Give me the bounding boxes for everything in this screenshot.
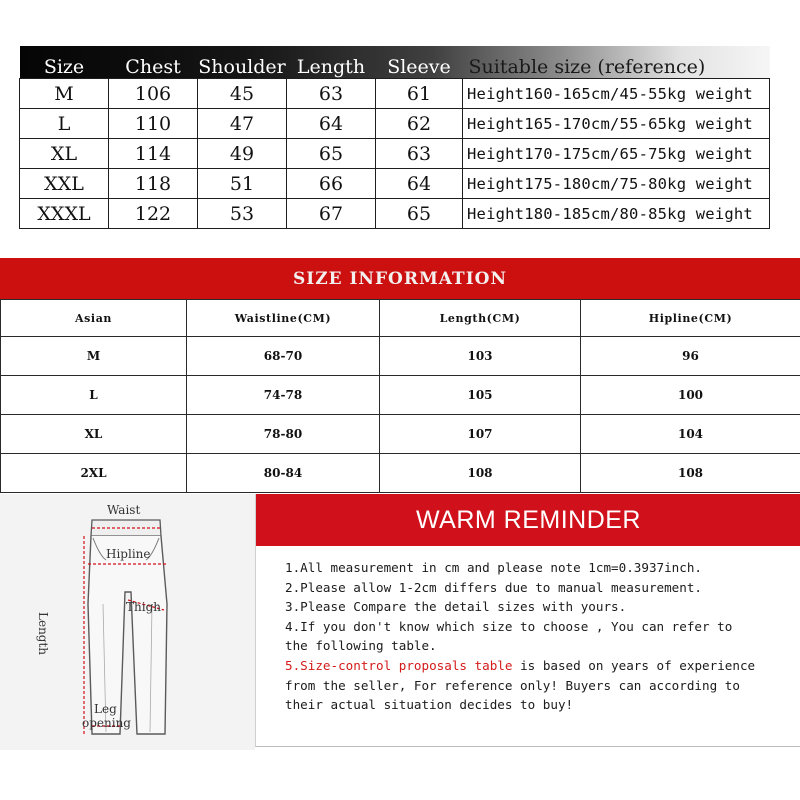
hipline-label: Hipline [106, 547, 151, 561]
thigh-label: Thigh [126, 600, 161, 614]
header-shoulder: Shoulder [198, 56, 286, 78]
hipline-cell: 100 [581, 376, 800, 415]
asian-size-cell: XL [1, 415, 187, 454]
hipline-cell: 96 [581, 337, 800, 376]
header-length: Length [296, 56, 366, 78]
note-line: 1.All measurement in cm and please note 1cm=0.3937inch. [285, 560, 703, 575]
leg-label: Leg [94, 702, 117, 716]
note-five-line [285, 656, 790, 676]
hipline-cell: 108 [581, 454, 800, 493]
asian-size-cell: M [1, 337, 187, 376]
length-cell: 105 [380, 376, 581, 415]
length-cell: 66 [287, 169, 376, 199]
suitable-size-cell: Height170-175cm/65-75kg weight [463, 139, 770, 169]
chest-cell: 106 [109, 79, 198, 109]
suitable-size-cell: Height165-170cm/55-65kg weight [463, 109, 770, 139]
suitable-size-cell: Height180-185cm/80-85kg weight [463, 199, 770, 229]
sleeve-cell: 63 [376, 139, 463, 169]
shoulder-cell: 51 [198, 169, 287, 199]
header-sleeve: Sleeve [387, 56, 451, 78]
shoulder-cell: 53 [198, 199, 287, 229]
bottom-section [0, 494, 800, 750]
table-row [20, 79, 770, 109]
size-cell: XL [20, 139, 109, 169]
note-line: the following table. [285, 638, 437, 654]
note-five-rest: is based on years of experience [512, 657, 756, 673]
length-cell: 67 [287, 199, 376, 229]
size-cell: XXL [20, 169, 109, 199]
sleeve-cell: 65 [376, 199, 463, 229]
suitable-size-cell: Height175-180cm/75-80kg weight [463, 169, 770, 199]
note-line: 4.If you don't know which size to choose , You can refer to [285, 618, 733, 634]
hipline-cell: 104 [581, 415, 800, 454]
info-header-row [1, 300, 800, 337]
table-row [20, 169, 770, 199]
table-row [20, 199, 770, 229]
length-cell: 108 [380, 454, 581, 493]
shoulder-cell: 45 [198, 79, 287, 109]
chest-cell: 110 [109, 109, 198, 139]
header-hipline: Hipline(CM) [581, 300, 800, 337]
size-table [19, 46, 770, 229]
header-waistline: Waistline(CM) [187, 300, 380, 337]
length-cell: 64 [287, 109, 376, 139]
asian-size-cell: L [1, 376, 187, 415]
header-chest: Chest [125, 56, 181, 78]
length-cell: 107 [380, 415, 581, 454]
length-cell: 65 [287, 139, 376, 169]
chest-cell: 122 [109, 199, 198, 229]
note-line: from the seller, For reference only! Buyers can according to [285, 677, 740, 693]
waistline-cell: 78-80 [187, 415, 380, 454]
table-row [1, 337, 800, 376]
size-cell: L [20, 109, 109, 139]
note-five-highlight: Size-control proposals table [300, 657, 513, 673]
size-cell: XXXL [20, 199, 109, 229]
length-cell: 103 [380, 337, 581, 376]
table-row [20, 139, 770, 169]
opening-label: opening [82, 716, 131, 730]
table-row [1, 415, 800, 454]
asian-size-cell: 2XL [1, 454, 187, 493]
suitable-size-cell: Height160-165cm/45-55kg weight [463, 79, 770, 109]
length-cell: 63 [287, 79, 376, 109]
reminder-notes [285, 558, 790, 715]
header-length: Length(CM) [380, 300, 581, 337]
size-information-table [0, 299, 800, 493]
table-row [20, 109, 770, 139]
warm-reminder-title: WARM REMINDER [256, 494, 800, 546]
table-row [1, 376, 800, 415]
length-label: Length [36, 612, 50, 656]
size-information-section [0, 258, 800, 494]
waist-label: Waist [107, 503, 141, 517]
waistline-cell: 74-78 [187, 376, 380, 415]
size-information-title: SIZE INFORMATION [0, 258, 800, 299]
table-row [1, 454, 800, 493]
note-line: 3.Please Compare the detail sizes with yours. [285, 599, 627, 615]
chest-cell: 114 [109, 139, 198, 169]
waistline-cell: 80-84 [187, 454, 380, 493]
size-cell: M [20, 79, 109, 109]
note-five-number: 5. [285, 657, 301, 673]
waistline-cell: 68-70 [187, 337, 380, 376]
warm-reminder-panel [255, 494, 800, 747]
chest-cell: 118 [109, 169, 198, 199]
sleeve-cell: 61 [376, 79, 463, 109]
shoulder-cell: 47 [198, 109, 287, 139]
header-asian: Asian [1, 300, 187, 337]
note-line: 2.Please allow 1-2cm differs due to manual measurement. [285, 579, 703, 595]
header-size: Size [43, 56, 85, 78]
shoulder-cell: 49 [198, 139, 287, 169]
waistband-shape [91, 520, 161, 536]
sleeve-cell: 64 [376, 169, 463, 199]
note-line: their actual situation decides to buy! [285, 697, 574, 713]
size-table-header-row [20, 46, 770, 79]
sleeve-cell: 62 [376, 109, 463, 139]
pants-measurement-diagram [0, 494, 255, 750]
header-suitable-size: Suitable size (reference) [468, 56, 706, 78]
